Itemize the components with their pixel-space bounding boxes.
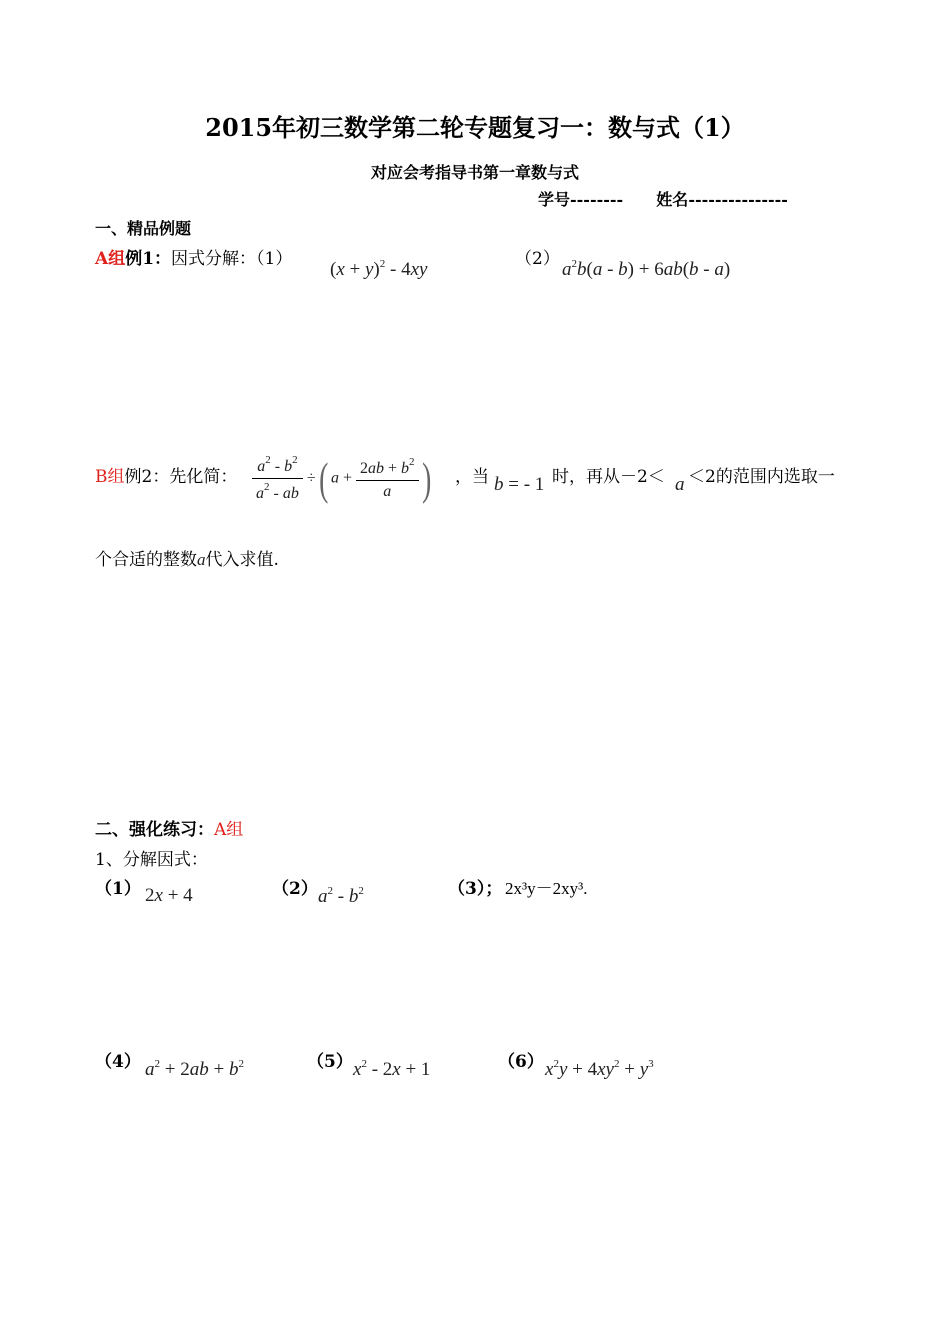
question1-label: 1、分解因式： [95,850,208,870]
example2-line2-before: 个合适的整数 [95,550,197,570]
example1-prompt: 因式分解： [171,249,257,269]
page-subtitle: 对应会考指导书第一章数与式 [370,163,579,182]
group-b-tag: B组 [95,467,125,487]
example2-mid-text: 时，再从－2＜ [552,467,665,487]
section2-heading: 二、强化练习： [95,820,214,840]
example1-line [95,244,292,269]
fraction-1: $\frac{a^2 - b^2}{a^2 - ab}$ [252,454,303,503]
student-no-blank: -------- [570,190,624,209]
student-no-label: 学号 [538,190,571,209]
group-a-tag: A组 [95,249,126,269]
item4-num: （4） [95,1052,141,1072]
fraction-2: $\frac{2ab + b^2}{a}$ [356,456,419,501]
item5-num: （5） [307,1052,353,1072]
item1-expr: 2x + 4 [145,885,193,906]
example2-label: 例2：先化简： [124,467,238,487]
item2-expr: $a^2 - b^2$ [318,885,364,907]
example2-label-line [95,462,237,487]
item4-expr: $a^2 + 2ab + b^2$ [145,1058,244,1080]
example2-comma-when: ，当 [455,467,489,487]
item6-num: （6） [498,1052,544,1072]
item1-num: （1） [95,879,141,899]
example1-expr1: $(x + y)^2 - 4xy$ [330,258,428,280]
student-info [538,187,788,210]
item6-expr: $x^2y + 4xy^2 + y^3$ [545,1058,654,1080]
example2-var-a: a [675,474,685,495]
example2-b-value: b = - 1 [494,474,545,495]
example2-line2: 个合适的整数a代入求值. [95,550,279,570]
example1-expr2: $a^2b(a - b) + 6ab(b - a)$ [562,258,731,280]
example1-label: 例1： [125,249,172,269]
page-title: 2015年初三数学第二轮专题复习一：数与式（1） [205,113,745,142]
section2-heading-line [95,815,243,840]
section2-group-tag: A组 [214,820,244,840]
example1-part1-num: （1） [256,249,293,269]
item3-expr: 2x³y－2xy³. [505,879,588,898]
section1-heading: 一、精品例题 [95,219,192,238]
example2-end-text: ＜2的范围内选取一 [688,467,835,487]
item2-num: （2） [272,879,318,899]
item5-expr: $x^2 - 2x + 1$ [353,1058,431,1080]
name-label: 姓名 [656,190,689,209]
example1-part2-num: （2） [515,249,560,269]
name-blank: --------------- [688,190,788,209]
example2-expression: $\frac{a^2 - b^2}{a^2 - ab}$ ÷( a + $\frac{2ab + b^2}{a}$ ) [252,452,434,505]
item3-num: （3）； [448,879,503,899]
example2-line2-after: 代入求值. [205,550,279,570]
